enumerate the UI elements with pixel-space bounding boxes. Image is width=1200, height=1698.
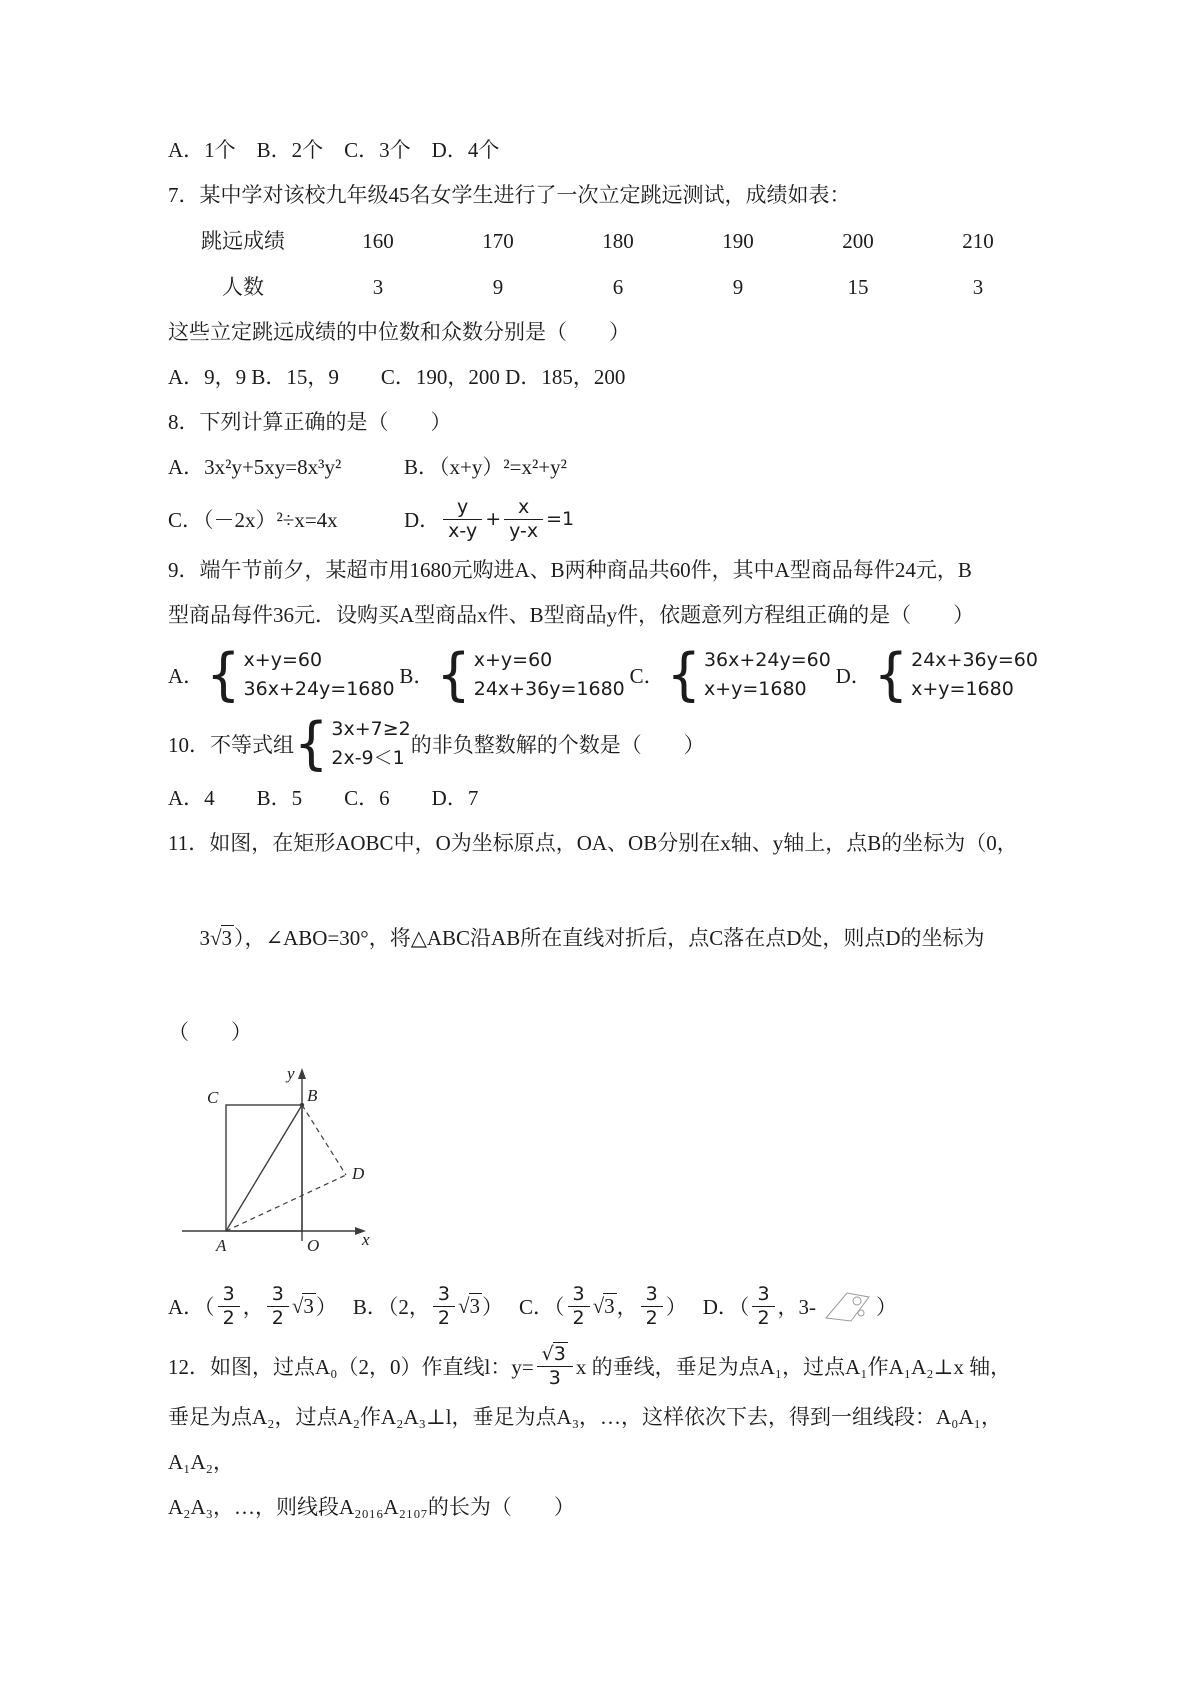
- label-C: C: [207, 1088, 219, 1107]
- q12-stem-text: 12．如图，过点A₀（2，0）作直线l：y=: [168, 1355, 534, 1379]
- equation: x+y=1680: [703, 678, 807, 700]
- q10-stem-text: 10．不等式组: [168, 733, 294, 757]
- option-text: C．（: [519, 1295, 565, 1319]
- q7-table-row-scores: [168, 218, 1038, 264]
- page-content: [168, 128, 1038, 1530]
- fraction-denominator: 2: [271, 1306, 284, 1329]
- point-B-marker: [300, 1103, 304, 1107]
- table-cell: 170: [482, 229, 514, 253]
- q8-options-cd: [168, 490, 1038, 548]
- q8-stem: 8．下列计算正确的是（ ）: [168, 410, 452, 434]
- q11-option-d: [703, 1283, 897, 1330]
- option-label: C．: [629, 664, 665, 688]
- comma: ，: [242, 1295, 264, 1319]
- left-brace: {: [294, 710, 329, 777]
- q11-option-b: [353, 1283, 503, 1330]
- fraction-denominator: 2: [645, 1306, 658, 1329]
- radical-sign: √: [458, 1293, 469, 1318]
- q9-option-d: [835, 641, 1038, 708]
- left-brace: {: [436, 641, 471, 708]
- label-x: x: [362, 1230, 370, 1249]
- table-cell: 180: [602, 229, 634, 253]
- table-cell: 200: [842, 229, 874, 253]
- q11-figure-wrap: [174, 1063, 1038, 1265]
- artifact-outline: [826, 1293, 869, 1321]
- fraction: [641, 1283, 663, 1330]
- fraction: [752, 1283, 774, 1330]
- segment-AD-dashed: [226, 1175, 346, 1231]
- table-cell: 3: [972, 275, 984, 299]
- table-cell: 3: [372, 275, 384, 299]
- segment-BD-dashed: [302, 1105, 346, 1175]
- option-label: B．: [399, 664, 435, 688]
- radical: [458, 1294, 482, 1319]
- q12-stem-2: 垂足为点A₂，过点A₂作A₂A₃⊥l，垂足为点A₃，…，这样依次下去，得到一组线段：A₀A₁，A₁A₂，: [168, 1405, 1002, 1474]
- fraction-denominator: 2: [437, 1306, 450, 1329]
- q12-stem-1: [168, 1337, 1038, 1395]
- equation: 36x+24y=60: [703, 649, 831, 671]
- option-label: A．: [168, 664, 205, 688]
- left-brace: {: [666, 641, 701, 708]
- q10-inequality-system: [294, 710, 411, 777]
- stray-figure-artifact: [818, 1287, 874, 1325]
- fraction-numerator: 3: [433, 1283, 455, 1307]
- radical-arg: 3: [604, 1293, 615, 1318]
- radical: [292, 1294, 316, 1319]
- equation: 24x+36y=60: [911, 649, 1038, 671]
- q7-stem: 7．某中学对该校九年级45名女学生进行了一次立定跳远测试，成绩如表：: [168, 183, 851, 207]
- y-axis-arrow: [298, 1068, 306, 1079]
- table-cell: 跳远成绩: [201, 229, 285, 253]
- fraction-numerator: y: [443, 496, 482, 520]
- q8-option-a: A．3x²y+5xy=8x³y²: [168, 455, 342, 479]
- q6-options: A．1个 B．2个 C．3个 D．4个: [168, 138, 500, 162]
- radical-sign: √: [210, 926, 221, 950]
- q10-stem: [168, 712, 1038, 776]
- option-text: D．（: [702, 1295, 750, 1319]
- q11-option-c: [519, 1283, 687, 1330]
- table-cell: 15: [847, 275, 869, 299]
- q10-options: A．4 B．5 C．6 D．7: [168, 786, 479, 810]
- table-cell: 9: [732, 275, 744, 299]
- left-brace: {: [206, 641, 241, 708]
- equation-system: [474, 646, 625, 704]
- q11-stem-2: [168, 866, 1038, 1010]
- radical-arg: 3: [303, 1293, 314, 1318]
- q9-stem-1: 9．端午节前夕，某超市用1680元购进A、B两种商品共60件，其中A型商品每件24元，B: [168, 558, 972, 582]
- fraction: [433, 1283, 455, 1330]
- q11-stem-2-text: ），∠ABO=30°，将△ABC沿AB所在直线对折后，点C落在点D处，则点D的坐标为: [234, 926, 985, 950]
- q8-option-c: C．（－2x）²÷x=4x: [168, 508, 338, 532]
- label-y: y: [287, 1064, 295, 1083]
- radical-sign: √: [291, 1293, 303, 1318]
- equation: 24x+36y=1680: [473, 678, 625, 700]
- fraction-numerator: 3: [752, 1283, 774, 1307]
- equals-one: =1: [546, 508, 575, 530]
- fraction-numerator: 3: [267, 1283, 289, 1307]
- q12-stem-text: x 的垂线，垂足为点A₁，过点A₁作A₁A₂⊥x 轴，: [575, 1355, 1012, 1379]
- q11-options: [168, 1275, 1038, 1337]
- q8-option-d: [404, 496, 574, 543]
- table-cell: 6: [612, 275, 624, 299]
- q7-question: 这些立定跳远成绩的中位数和众数分别是（ ）: [168, 320, 630, 344]
- q7-table-row-counts: [168, 264, 1038, 310]
- fraction-denominator: y-x: [509, 519, 539, 542]
- fraction-numerator: x: [504, 496, 543, 520]
- table-cell: 210: [962, 229, 994, 253]
- option-text: B．（2，: [352, 1295, 430, 1319]
- q9-option-c: [629, 641, 831, 708]
- q11-option-a: [168, 1283, 337, 1330]
- q11-figure: [174, 1063, 386, 1259]
- fraction-numerator: 3: [218, 1283, 240, 1307]
- table-cell: 190: [722, 229, 754, 253]
- comma: ，: [616, 1295, 638, 1319]
- q7-table: [168, 218, 1038, 310]
- radical: [593, 1294, 617, 1319]
- fraction: [267, 1283, 289, 1330]
- q8-options-ab: [168, 445, 1038, 490]
- equation-system: [331, 715, 410, 773]
- radical-arg: 3: [469, 1293, 481, 1318]
- close-paren: ）: [665, 1295, 687, 1319]
- radical-sign: √: [592, 1293, 604, 1318]
- fraction-denominator: 2: [572, 1306, 585, 1329]
- radical-arg: 3: [221, 926, 233, 950]
- option-label: D．: [835, 664, 872, 688]
- plus-operator: +: [485, 508, 502, 530]
- radical-arg: 3: [553, 1342, 566, 1365]
- fraction-denominator: x-y: [448, 519, 478, 542]
- fraction-denominator: 2: [757, 1306, 770, 1329]
- fraction-denominator: 3: [548, 1366, 561, 1389]
- coefficient: 3: [199, 926, 210, 950]
- close-paren: ）: [482, 1295, 504, 1319]
- left-brace: {: [873, 641, 909, 708]
- q9-stem-2: 型商品每件36元．设购买A型商品x件、B型商品y件，依题意列方程组正确的是（ ）: [168, 603, 975, 627]
- fraction-numerator: [537, 1343, 573, 1367]
- label-O: O: [307, 1236, 320, 1255]
- table-cell: 9: [492, 275, 504, 299]
- option-text: ，3-: [777, 1295, 817, 1319]
- inequality: 2x-9＜1: [331, 747, 405, 769]
- q10-stem-text-after: 的非负整数解的个数是（ ）: [410, 733, 705, 757]
- label-D: D: [352, 1164, 365, 1183]
- equation: x+y=1680: [911, 678, 1014, 700]
- table-cell: 人数: [222, 275, 264, 299]
- table-cell: 160: [362, 229, 394, 253]
- equation-system: [911, 646, 1038, 704]
- equation: x+y=60: [473, 649, 553, 671]
- fraction-denominator: 2: [222, 1306, 235, 1329]
- artifact-circle: [853, 1297, 861, 1305]
- fraction-numerator: 3: [568, 1283, 590, 1307]
- fraction: [504, 496, 543, 543]
- label-B: B: [307, 1086, 318, 1105]
- fraction: [443, 496, 482, 543]
- equation: 36x+24y=1680: [243, 678, 395, 700]
- radical: [210, 914, 234, 962]
- artifact-circle: [858, 1310, 864, 1316]
- fraction: [568, 1283, 590, 1330]
- equation-system: [244, 646, 395, 704]
- close-paren: ）: [876, 1295, 898, 1319]
- inequality: 3x+7≥2: [331, 718, 411, 740]
- fraction-numerator: 3: [641, 1283, 663, 1307]
- equation: x+y=60: [243, 649, 323, 671]
- equation-system: [704, 646, 831, 704]
- q11-stem-1: 11．如图，在矩形AOBC中，O为坐标原点，OA、OB分别在x轴、y轴上，点B的坐标为（0，: [168, 831, 1018, 855]
- q9-option-a: [168, 641, 395, 708]
- q8-option-b: B．（x+y）²=x²+y²: [404, 455, 567, 479]
- q11-stem-3: （ ）: [168, 1020, 252, 1044]
- fraction: [218, 1283, 240, 1330]
- fraction: [537, 1343, 573, 1390]
- q7-options: A．9，9 B．15，9 C．190，200 D．185，200: [168, 365, 626, 389]
- option-text: A．（: [168, 1295, 215, 1319]
- radical-sign: √: [541, 1342, 553, 1365]
- close-paren: ）: [315, 1295, 337, 1319]
- option-label: D．: [404, 508, 441, 532]
- segment-AB: [226, 1105, 302, 1231]
- q9-options: [168, 638, 1038, 712]
- q9-option-b: [399, 641, 625, 708]
- label-A: A: [216, 1236, 227, 1255]
- q12-stem-3: A₂A₃，…，则线段A₂₀₁₆A₂₁₀₇的长为（ ）: [168, 1495, 575, 1519]
